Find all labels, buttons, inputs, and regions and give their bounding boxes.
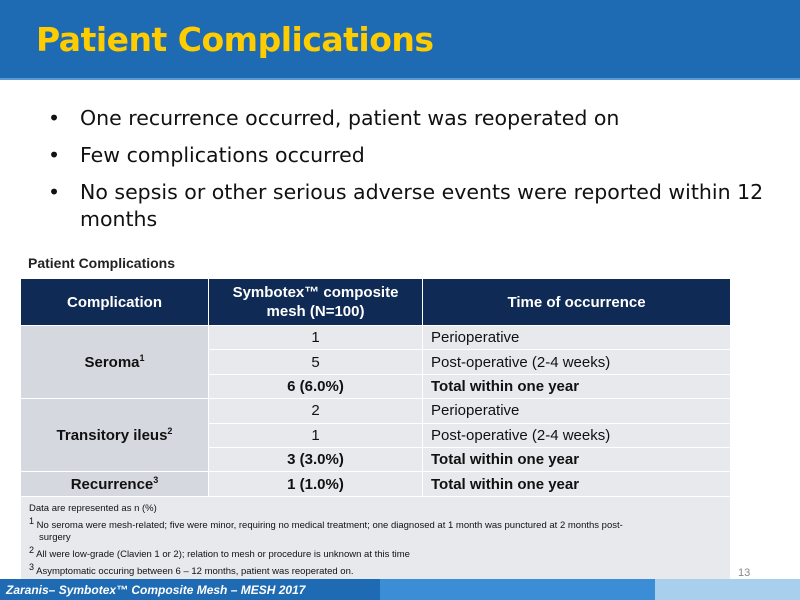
footer-segment-mid: [380, 579, 655, 600]
time-total-cell: Total within one year: [423, 472, 731, 496]
column-header-complication: Complication: [21, 279, 209, 326]
bullet-dot-icon: •: [48, 180, 61, 204]
value-total-cell: 3 (3.0%): [209, 447, 423, 471]
value-cell: 1: [209, 423, 423, 447]
time-cell: Post-operative (2-4 weeks): [423, 423, 731, 447]
bullet-text: One recurrence occurred, patient was reoperated on: [80, 106, 620, 130]
column-header-time: Time of occurrence: [423, 279, 731, 326]
bullet-dot-icon: •: [48, 143, 61, 167]
table-row: [21, 399, 731, 423]
bullet-list: [48, 105, 768, 243]
slide-title: Patient Complications: [36, 20, 434, 59]
time-cell: Post-operative (2-4 weeks): [423, 350, 731, 374]
value-total-cell: 6 (6.0%): [209, 374, 423, 398]
table-header-row: [21, 279, 731, 326]
footnote-3: $^3$ Asymptomatic occuring between 6 – 12 months, patient was reoperated on.: [29, 562, 354, 578]
table-row: [21, 326, 731, 350]
bullet-item: [48, 105, 768, 132]
footer-segment-dark: [0, 579, 380, 600]
footer-segment-light: [655, 579, 800, 600]
table-row: [21, 472, 731, 496]
value-cell: 2: [209, 399, 423, 423]
bullet-text: Few complications occurred: [80, 143, 365, 167]
time-cell: Perioperative: [423, 399, 731, 423]
bullet-text: No sepsis or other serious adverse events were reported within 12 months: [80, 180, 764, 231]
footer-text: Zaranis– Symbotex™ Composite Mesh – MESH 2017: [6, 583, 306, 597]
bullet-item: [48, 142, 768, 169]
category-transitory-ileus: Transitory ileus$^2$: [21, 399, 209, 472]
footer-bar: [0, 579, 800, 600]
slide-header: [0, 0, 800, 80]
table-title: Patient Complications: [28, 255, 176, 271]
bullet-dot-icon: •: [48, 106, 61, 130]
footnote-2: $^2$ All were low-grade (Clavien 1 or 2); relation to mesh or procedure is unknown at this time: [29, 544, 410, 561]
time-total-cell: Total within one year: [423, 374, 731, 398]
footnote-row: [21, 496, 731, 583]
value-cell: 5: [209, 350, 423, 374]
value-cell: 1: [209, 326, 423, 350]
footnote-1: $^1$ No seroma were mesh-related; five were minor, requiring no medical treatment; one diagnosed at 1 month was punctured at 2 months post- surgery: [29, 515, 623, 543]
value-total-cell: 1 (1.0%): [209, 472, 423, 496]
footnote-intro: Data are represented as n (%): [29, 502, 157, 514]
column-header-mesh: Symbotex™ composite mesh (N=100): [209, 279, 423, 326]
table-footnotes: [21, 496, 731, 583]
page-number: 13: [738, 567, 751, 579]
category-seroma: Seroma$^1$: [21, 326, 209, 399]
time-cell: Perioperative: [423, 326, 731, 350]
time-total-cell: Total within one year: [423, 447, 731, 471]
category-recurrence: Recurrence$^3$: [21, 472, 209, 496]
complications-table: [20, 278, 731, 584]
bullet-item: [48, 179, 768, 233]
